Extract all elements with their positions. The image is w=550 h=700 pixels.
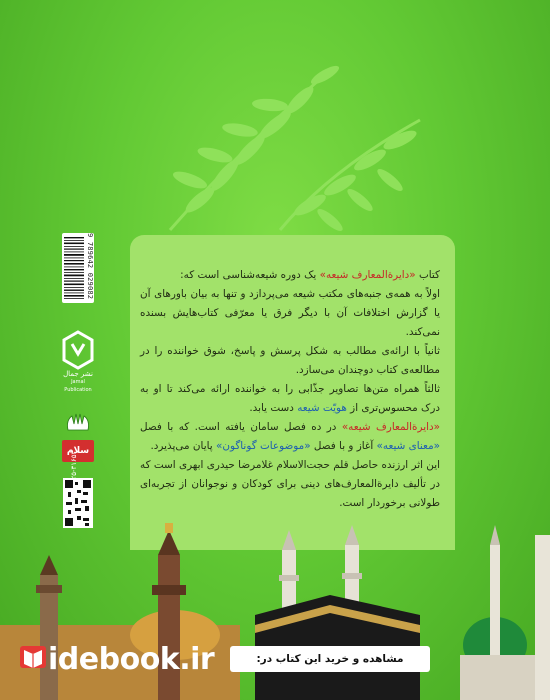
hand-logo-icon [62, 410, 94, 434]
barcode-number: 9 789642 029082 [86, 233, 94, 300]
idebook-site-name: idebook.ir [48, 642, 215, 677]
publisher-logo-icon [62, 330, 94, 370]
leaf-branch-decoration [130, 30, 450, 240]
description-paragraph-6: این اثر ارزنده حاصل قلم حجت‌الاسلام غلامرضا حیدری ابهری است که در تألیف دایرةالمعارف‌های دینی برای کودکان و نوجوانان از تجربه‌ای طولانی برخوردار است. [140, 459, 440, 509]
description-paragraph-3: ثانیاً با ارائه‌ی مطالب به شکل پرسش و پاسخ، شوق خواننده را در مطالعه‌ی کتاب دوچندان می‌سازد. [140, 345, 440, 376]
isbn-barcode [62, 233, 94, 303]
book-description [140, 266, 440, 513]
description-paragraph-4: ثالثاً همراه متن‌ها تصاویر جذّابی را به خواننده ارائه می‌کند تا او به درک محسوس‌تری از هویّت شیعه دست یابد. [140, 383, 440, 414]
publisher-name: نشر جمال Jamal Publication [63, 370, 93, 393]
idebook-tagline: مشاهده و خرید این کتاب در: [230, 646, 430, 672]
description-paragraph-1: کتاب «دایرةالمعارف شیعه» یک دوره شیعه‌شناسی است که: [180, 269, 440, 281]
description-paragraph-5: «دایرةالمعارف شیعه» در ده فصل سامان یافته است. که با فصل «معنای شیعه» آغاز و با فصل «موضوعات گوناگون» پایان می‌پذیرد. [140, 421, 440, 452]
phone-number: ۰۲۵-۳۱۶۵۳ [70, 450, 78, 484]
salam-logo: سلام [62, 440, 94, 462]
description-paragraph-2: اولاً به همه‌ی جنبه‌های مکتب شیعه می‌پردازد و تنها به بیان باورهای آن یا گزارش اختلافات آن با دیگر فرق یا معرّفی کتاب‌هایش بسنده نمی‌کند. [140, 288, 440, 338]
